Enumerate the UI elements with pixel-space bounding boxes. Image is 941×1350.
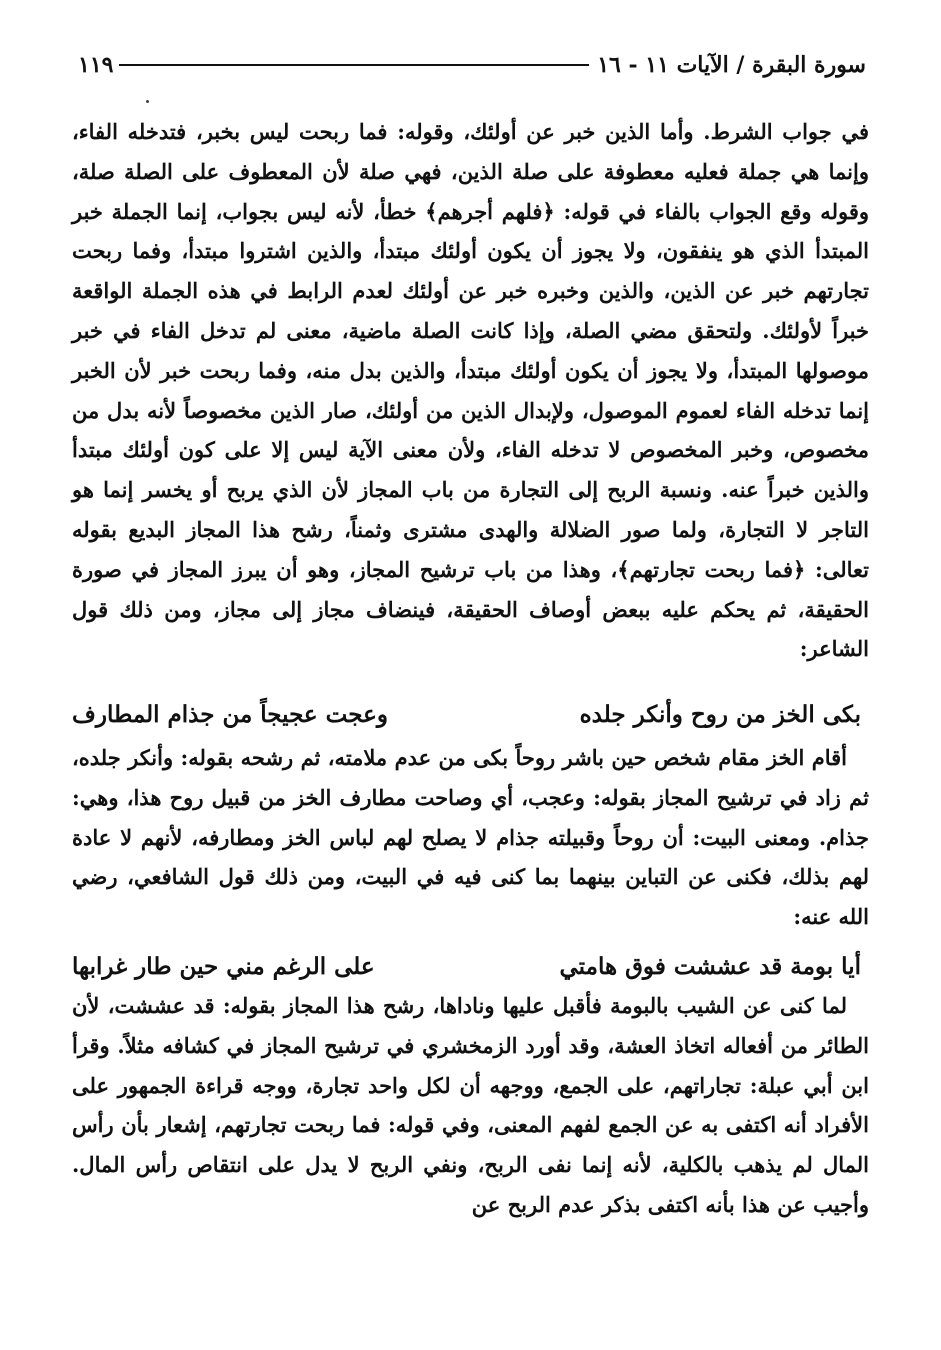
running-head <box>78 40 866 90</box>
chapter-title: سورة البقرة / الآيات ١١ - ١٦ <box>597 52 866 78</box>
page-number: ١١٩ <box>78 52 114 78</box>
paragraph-block-3 <box>72 986 869 1225</box>
paragraph-3: لما كنى عن الشيب بالبومة فأقبل عليها وناداها، رشح هذا المجاز بقوله: قد عششت، لأن الطائر من أفعاله اتخاذ العشة، وقد أورد الزمخشري في ترشيح المجاز في كشافه مثلاً. وقرأ ابن أبي عبلة: تجاراتهم، على الجمع، ووجهه أن لكل واحد تجارة، ووجه قراءة الجمهور على الأفراد أنه اكتفى به عن الجمع لفهم المعنى، وفي قوله: فما ربحت تجارتهم، إشعار بأن رأس المال لم يذهب بالكلية، لأنه إنما نفى الربح، ونفي الربح لا يدل على انتقاص رأس المال. وأجيب عن هذا بأنه اكتفى بذكر عدم الربح عن <box>72 993 869 1217</box>
header-rule <box>119 64 589 66</box>
paragraph-block-1 <box>72 112 869 669</box>
verse-1-first-hemistich: بكى الخز من روح وأنكر جلده <box>579 701 861 728</box>
verse-2-first-hemistich: أيا بومة قد عششت فوق هامتي <box>559 953 861 980</box>
poem-verse-1 <box>72 692 869 738</box>
verse-1-second-hemistich: وعجت عجيجاً من جذام المطارف <box>72 701 388 728</box>
paragraph-1: في جواب الشرط. وأما الذين خبر عن أولئك، وقوله: فما ربحت ليس بخبر، فتدخله الفاء، وإنما هي جملة فعليه معطوفة على صلة الذين، فهي صلة لأن المعطوف على الصلة صلة، وقوله وقع الجواب بالفاء في قوله: ﴿فلهم أجرهم﴾ خطأ، لأنه ليس بجواب، إنما الجملة خبر المبتدأ الذي هو ينفقون، ولا يجوز أن يكون أولئك مبتدأ، والذين اشتروا مبتدأ، وفما ربحت تجارتهم خبر عن الذين، والذين وخبره خبر عن أولئك لعدم الرابط في هذه الجملة الواقعة خبراً لأولئك. ولتحقق مضي الصلة، وإذا كانت الصلة ماضية، معنى لم تدخل الفاء في خبر موصولها المبتدأ، ولا يجوز أن يكون أولئك مبتدأ، والذين بدل منه، وفما ربحت خبر لأن الخبر إنما تدخله الفاء لعموم الموصول، ولإبدال الذين من أولئك، صار الذين مخصوصاً لأنه بدل من مخصوص، وخبر المخصوص لا تدخله الفاء، ولأن معنى الآية ليس إلا على كون أولئك مبتدأ والذين خبراً عنه. ونسبة الربح إلى التجارة من باب المجاز لأن الذي يربح أو يخسر إنما هو التاجر لا التجارة، ولما صور الضلالة والهدى مشترى وثمناً، رشح هذا المجاز البديع بقوله تعالى: ﴿فما ربحت تجارتهم﴾، وهذا من باب ترشيح المجاز، وهو أن يبرز المجاز في صورة الحقيقة، ثم يحكم عليه ببعض أوصاف الحقيقة، فينضاف مجاز إلى مجاز، ومن ذلك قول الشاعر: <box>72 119 870 662</box>
paragraph-block-2 <box>72 738 869 937</box>
verse-2-second-hemistich: على الرغم مني حين طار غرابها <box>72 953 375 980</box>
scan-speck <box>146 100 149 103</box>
poem-verse-2 <box>72 944 869 990</box>
paragraph-2: أقام الخز مقام شخص حين باشر روحاً بكى من عدم ملامته، ثم رشحه بقوله: وأنكر جلده، ثم زاد في ترشيح المجاز بقوله: وعجب، أي وصاحت مطارف الخز من قبيل روح هذا، وهي: جذام. ومعنى البيت: أن روحاً وقبيلته جذام لا يصلح لهم لباس الخز ومطارفه، لأنهم لا عادة لهم بذلك، فكنى عن التباين بينهما بما كنى فيه في البيت، ومن ذلك قول الشافعي، رضي الله عنه: <box>72 745 869 930</box>
